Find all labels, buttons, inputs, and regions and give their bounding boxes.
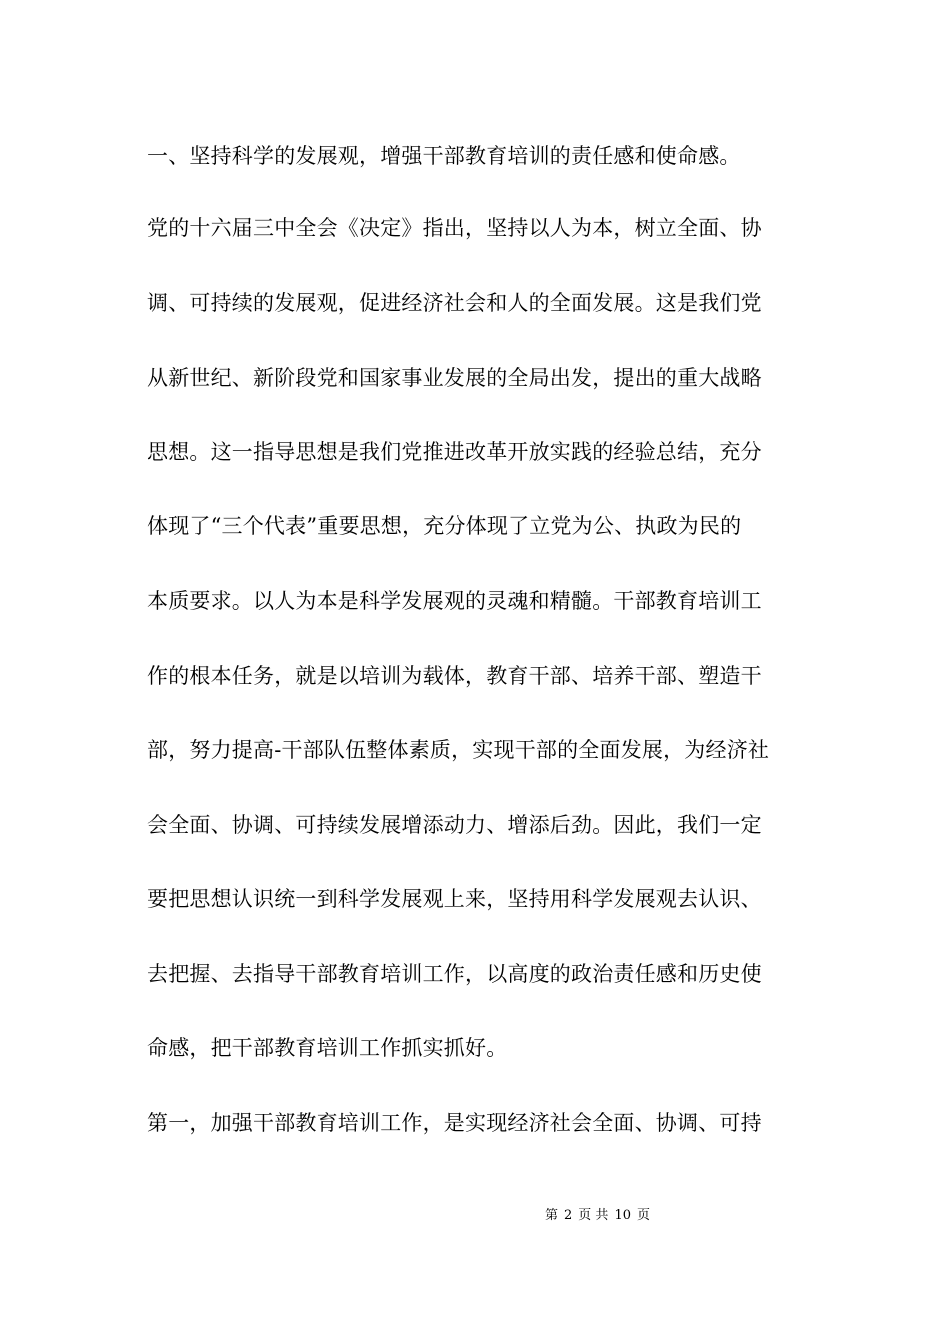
paragraph-line: 作的根本任务，就是以培训为载体，教育干部、培养干部、塑造干 <box>147 664 762 688</box>
page-label-mid: 页 共 <box>578 1208 609 1223</box>
paragraph-line: 去把握、去指导干部教育培训工作，以高度的政治责任感和历史使 <box>147 962 762 986</box>
page-label-prefix: 第 <box>545 1208 559 1223</box>
section-heading: 一、坚持科学的发展观，增强干部教育培训的责任感和使命感。 <box>147 144 741 168</box>
paragraph-line: 本质要求。以人为本是科学发展观的灵魂和精髓。干部教育培训工 <box>147 589 762 613</box>
total-pages-number: 10 <box>614 1208 631 1223</box>
page-label-suffix: 页 <box>636 1208 650 1223</box>
paragraph-line: 第一，加强干部教育培训工作，是实现经济社会全面、协调、可持 <box>147 1111 762 1135</box>
page-footer <box>0 1207 950 1225</box>
paragraph-line: 思想。这一指导思想是我们党推进改革开放实践的经验总结，充分 <box>147 440 762 464</box>
paragraph-line: 会全面、协调、可持续发展增添动力、增添后劲。因此，我们一定 <box>147 813 762 837</box>
paragraph-line: 要把思想认识统一到科学发展观上来，坚持用科学发展观去认识、 <box>147 887 762 911</box>
current-page-number: 2 <box>564 1208 573 1223</box>
paragraph-line: 调、可持续的发展观，促进经济社会和人的全面发展。这是我们党 <box>147 291 762 315</box>
paragraph-line: 命感，把干部教育培训工作抓实抓好。 <box>147 1036 508 1060</box>
paragraph-line: 党的十六届三中全会《决定》指出，坚持以人为本，树立全面、协 <box>147 216 762 240</box>
paragraph-line: 部，努力提高-干部队伍整体素质，实现干部的全面发展，为经济社 <box>147 738 770 762</box>
paragraph-line: 体现了“三个代表”重要思想，充分体现了立党为公、执政为民的 <box>147 514 742 538</box>
paragraph-line: 从新世纪、新阶段党和国家事业发展的全局出发，提出的重大战略 <box>147 366 762 390</box>
